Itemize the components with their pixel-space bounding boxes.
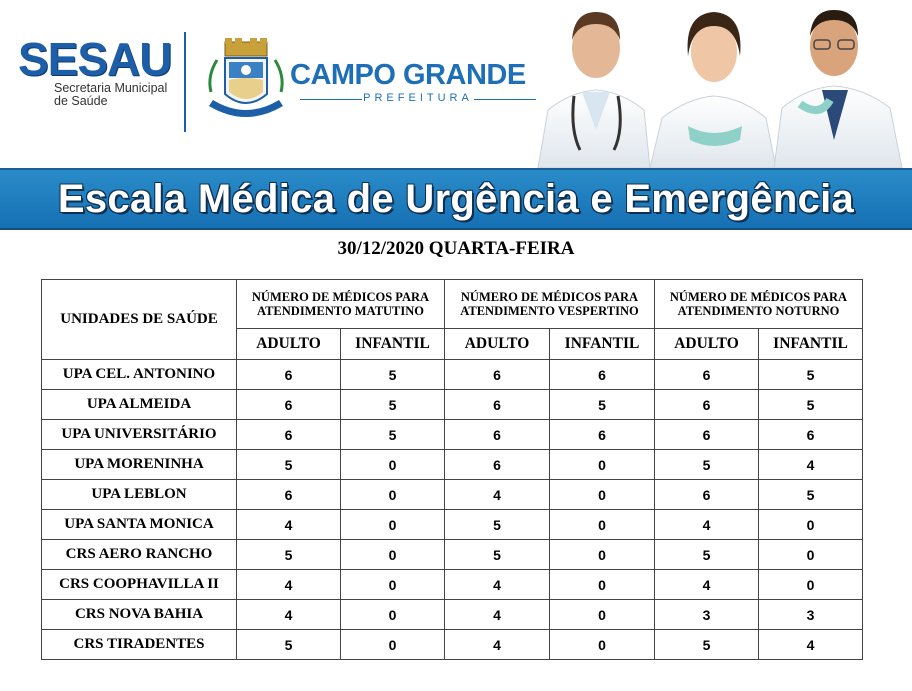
doctor-count-cell: 6 bbox=[237, 390, 341, 420]
doctor-count-cell: 6 bbox=[655, 360, 759, 390]
doctor-count-cell: 0 bbox=[341, 450, 445, 480]
subheader-adulto: ADULTO bbox=[237, 329, 341, 360]
table-body bbox=[42, 360, 863, 660]
banner-title: Escala Médica de Urgência e Emergência bbox=[57, 177, 855, 221]
doctor-count-cell: 5 bbox=[341, 360, 445, 390]
doctor-count-cell: 4 bbox=[759, 630, 863, 660]
doctor-count-cell: 6 bbox=[655, 420, 759, 450]
doctor-count-cell: 0 bbox=[341, 510, 445, 540]
doctor-count-cell: 0 bbox=[341, 600, 445, 630]
doctor-count-cell: 0 bbox=[550, 570, 655, 600]
doctor-count-cell: 5 bbox=[341, 420, 445, 450]
doctor-count-cell: 4 bbox=[445, 630, 550, 660]
doctor-count-cell: 6 bbox=[445, 450, 550, 480]
doctor-count-cell: 5 bbox=[237, 540, 341, 570]
city-crest-icon bbox=[205, 36, 287, 128]
doctor-count-cell: 4 bbox=[237, 600, 341, 630]
doctor-count-cell: 4 bbox=[237, 570, 341, 600]
logo-divider bbox=[184, 32, 186, 132]
doctor-count-cell: 6 bbox=[445, 390, 550, 420]
doctor-count-cell: 5 bbox=[759, 480, 863, 510]
doctor-count-cell: 6 bbox=[445, 420, 550, 450]
doctor-count-cell: 5 bbox=[759, 360, 863, 390]
subheader-infantil: INFANTIL bbox=[341, 329, 445, 360]
doctor-count-cell: 0 bbox=[550, 450, 655, 480]
doctor-count-cell: 0 bbox=[341, 570, 445, 600]
schedule-table bbox=[41, 279, 863, 660]
doctor-count-cell: 6 bbox=[759, 420, 863, 450]
doctor-count-cell: 6 bbox=[237, 420, 341, 450]
doctor-count-cell: 6 bbox=[445, 360, 550, 390]
unit-name-cell: CRS COOPHAVILLA II bbox=[42, 570, 237, 600]
group-header-vespertino: NÚMERO DE MÉDICOS PARA ATENDIMENTO VESPERTINO bbox=[445, 280, 655, 329]
table-row bbox=[42, 450, 863, 480]
unit-name-cell: UPA MORENINHA bbox=[42, 450, 237, 480]
doctor-count-cell: 5 bbox=[445, 510, 550, 540]
sesau-subtitle-line2: de Saúde bbox=[54, 94, 108, 108]
unit-name-cell: UPA ALMEIDA bbox=[42, 390, 237, 420]
unit-name-cell: CRS NOVA BAHIA bbox=[42, 600, 237, 630]
doctor-count-cell: 4 bbox=[445, 480, 550, 510]
doctor-count-cell: 0 bbox=[550, 510, 655, 540]
doctor-count-cell: 0 bbox=[341, 630, 445, 660]
table-row bbox=[42, 630, 863, 660]
doctor-count-cell: 4 bbox=[655, 570, 759, 600]
doctor-count-cell: 4 bbox=[445, 600, 550, 630]
doctor-count-cell: 5 bbox=[655, 630, 759, 660]
doctor-count-cell: 0 bbox=[550, 630, 655, 660]
unit-name-cell: UPA LEBLON bbox=[42, 480, 237, 510]
doctor-count-cell: 5 bbox=[655, 450, 759, 480]
doctors-photo bbox=[530, 0, 912, 168]
table-header-row bbox=[42, 280, 863, 329]
title-banner bbox=[0, 168, 912, 230]
doctor-count-cell: 6 bbox=[237, 480, 341, 510]
sesau-logo bbox=[18, 33, 178, 126]
doctor-count-cell: 5 bbox=[655, 540, 759, 570]
doctor-count-cell: 0 bbox=[341, 480, 445, 510]
unit-name-cell: UPA CEL. ANTONINO bbox=[42, 360, 237, 390]
subheader-adulto: ADULTO bbox=[655, 329, 759, 360]
doctor-count-cell: 6 bbox=[550, 360, 655, 390]
doctor-count-cell: 0 bbox=[550, 540, 655, 570]
doctor-count-cell: 5 bbox=[237, 450, 341, 480]
doctor-count-cell: 5 bbox=[237, 630, 341, 660]
table-row bbox=[42, 420, 863, 450]
doctor-count-cell: 4 bbox=[655, 510, 759, 540]
doctor-count-cell: 6 bbox=[550, 420, 655, 450]
table-row bbox=[42, 510, 863, 540]
doctor-count-cell: 0 bbox=[550, 600, 655, 630]
unit-name-cell: UPA SANTA MONICA bbox=[42, 510, 237, 540]
doctor-count-cell: 5 bbox=[341, 390, 445, 420]
campo-grande-logo bbox=[290, 60, 546, 110]
doctor-count-cell: 5 bbox=[550, 390, 655, 420]
doctor-count-cell: 0 bbox=[341, 540, 445, 570]
group-header-matutino: NÚMERO DE MÉDICOS PARA ATENDIMENTO MATUTINO bbox=[237, 280, 445, 329]
doctor-count-cell: 0 bbox=[759, 510, 863, 540]
doctor-count-cell: 4 bbox=[237, 510, 341, 540]
doctor-count-cell: 5 bbox=[445, 540, 550, 570]
group-header-noturno: NÚMERO DE MÉDICOS PARA ATENDIMENTO NOTURNO bbox=[655, 280, 863, 329]
unit-column-header: UNIDADES DE SAÚDE bbox=[42, 280, 237, 360]
doctor-count-cell: 3 bbox=[655, 600, 759, 630]
doctor-count-cell: 4 bbox=[445, 570, 550, 600]
table-row bbox=[42, 570, 863, 600]
doctor-count-cell: 0 bbox=[759, 570, 863, 600]
table-row bbox=[42, 540, 863, 570]
subheader-infantil: INFANTIL bbox=[759, 329, 863, 360]
doctor-count-cell: 4 bbox=[759, 450, 863, 480]
doctor-count-cell: 0 bbox=[550, 480, 655, 510]
prefeitura-label: PREFEITURA bbox=[290, 92, 546, 104]
table-row bbox=[42, 360, 863, 390]
subheader-infantil: INFANTIL bbox=[550, 329, 655, 360]
doctor-count-cell: 6 bbox=[237, 360, 341, 390]
sesau-logo-text: SESAU bbox=[18, 33, 172, 85]
doctor-count-cell: 5 bbox=[759, 390, 863, 420]
subheader-adulto: ADULTO bbox=[445, 329, 550, 360]
table-row bbox=[42, 390, 863, 420]
table-row bbox=[42, 600, 863, 630]
unit-name-cell: UPA UNIVERSITÁRIO bbox=[42, 420, 237, 450]
doctor-count-cell: 6 bbox=[655, 480, 759, 510]
schedule-date: 30/12/2020 QUARTA-FEIRA bbox=[337, 238, 575, 259]
unit-name-cell: CRS TIRADENTES bbox=[42, 630, 237, 660]
sesau-subtitle-line1: Secretaria Municipal bbox=[54, 81, 168, 95]
table-row bbox=[42, 480, 863, 510]
campo-grande-logo-text: CAMPO GRANDE bbox=[290, 59, 526, 91]
doctor-count-cell: 3 bbox=[759, 600, 863, 630]
doctor-count-cell: 6 bbox=[655, 390, 759, 420]
unit-name-cell: CRS AERO RANCHO bbox=[42, 540, 237, 570]
doctor-count-cell: 0 bbox=[759, 540, 863, 570]
page-header bbox=[0, 0, 912, 165]
